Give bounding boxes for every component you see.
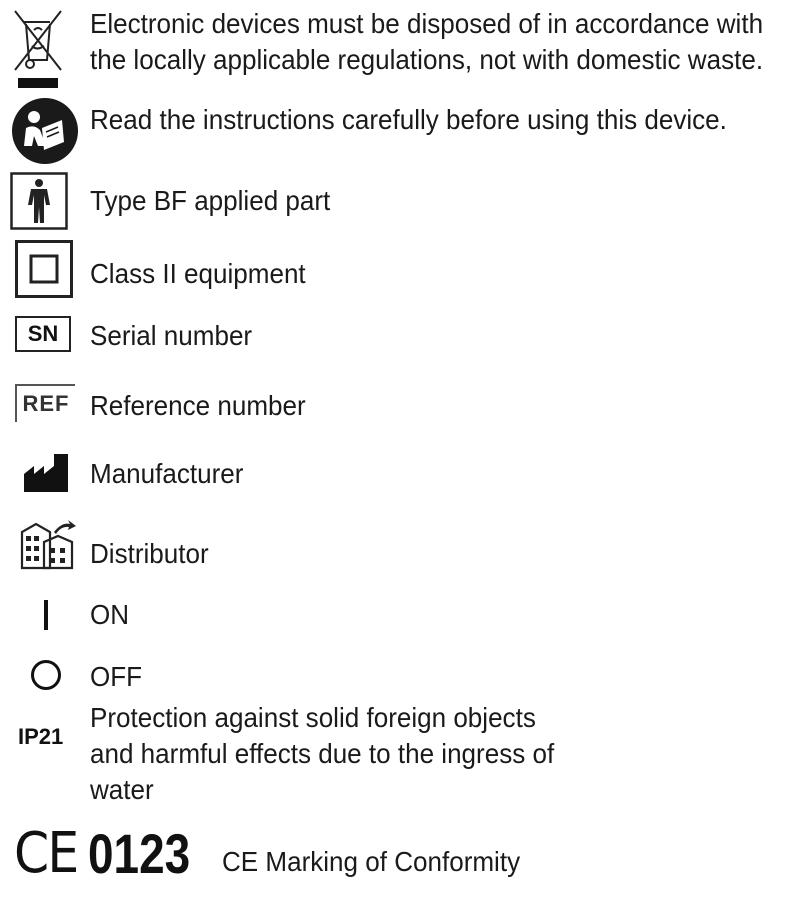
power-off-icon [31, 660, 61, 690]
ce-marking-text: CE Marking of Conformity [222, 846, 521, 877]
symbol-description-line: and harmful effects due to the ingress of [90, 738, 555, 769]
symbol-row-serial [0, 314, 803, 358]
reference-number-icon: REF [15, 384, 75, 422]
crossed-out-wheelie-bin-icon [12, 8, 64, 90]
symbol-description-line: water [90, 774, 154, 805]
serial-number-icon: SN [15, 316, 71, 352]
symbol-description-line: the locally applicable regulations, not with domestic waste. [90, 44, 764, 75]
symbol-row-off [0, 658, 803, 698]
symbol-description-line: Manufacturer [90, 458, 244, 489]
manufacturer-icon [24, 450, 70, 492]
symbol-description-line: ON [90, 599, 130, 630]
ip-rating-icon: IP21 [18, 724, 64, 749]
symbol-description-line: OFF [90, 661, 143, 692]
symbol-row-manufacturer [0, 448, 803, 498]
symbol-row-weee [0, 0, 803, 92]
type-bf-applied-part-icon [10, 172, 68, 230]
symbol-description-line: Electronic devices must be disposed of in accordance with [90, 8, 764, 39]
symbol-description-line: Protection against solid foreign objects [90, 702, 536, 733]
symbol-row-reference [0, 382, 803, 426]
symbol-row-ce [0, 820, 803, 890]
class-ii-equipment-icon [15, 240, 73, 298]
symbol-description-line: Reference number [90, 390, 306, 421]
symbol-description-line: Class II equipment [90, 258, 306, 289]
symbol-description-line: Type BF applied part [90, 185, 331, 216]
symbol-row-instructions [0, 94, 803, 164]
symbol-row-class-ii [0, 238, 803, 300]
notified-body-number: 0123 [88, 822, 191, 885]
symbol-description-line: Serial number [90, 320, 253, 351]
symbol-row-distributor [0, 516, 803, 576]
symbol-description-line: Read the instructions carefully before using this device. [90, 104, 727, 135]
symbol-description-line: Distributor [90, 538, 209, 569]
distributor-icon [20, 518, 76, 572]
symbol-row-on [0, 596, 803, 636]
symbol-row-type-bf [0, 170, 803, 232]
power-on-icon [44, 600, 48, 630]
read-instructions-icon [12, 98, 78, 164]
symbol-row-ip-rating [0, 700, 803, 810]
ce-mark-icon: CE [14, 821, 78, 886]
